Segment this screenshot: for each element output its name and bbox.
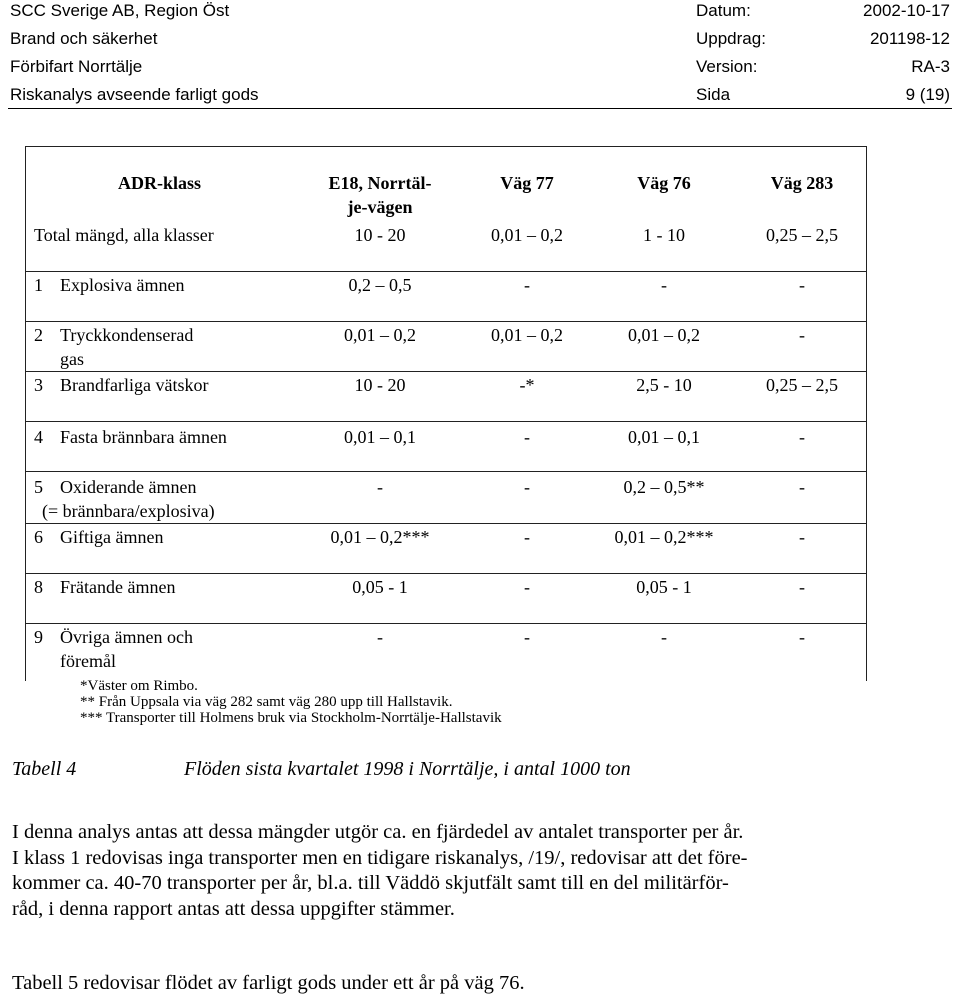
report-title: Riskanalys avseende farligt gods [10,85,259,104]
version-label: Version: [696,57,758,76]
col-header-vag76: Väg 76 [637,173,691,193]
header-divider [8,108,952,109]
cell-vag77: - [524,577,530,597]
body-line: I klass 1 redovisas inga transporter men en tidigare riskanalys, /19/, redovisar att det före- [12,846,748,869]
body-paragraph-2: Tabell 5 redovisar flödet av farligt gods under ett år på väg 76. [12,972,525,994]
class-row-1: 1 Explosiva ämnen [34,275,185,295]
caption-label: Tabell 4 [12,758,77,780]
cell-vag283: - [799,275,805,295]
row-divider [26,471,866,472]
col-header-adr: ADR-klass [118,173,202,193]
cell-e18: 10 - 20 [354,375,406,395]
total-row-label: Total mängd, alla klasser [34,225,214,245]
cell-vag283: - [799,627,805,647]
cell-e18: - [377,477,383,497]
footnote: ** Från Uppsala via väg 282 samt väg 280 upp till Hallstavik. [80,694,453,710]
table-caption [12,758,631,781]
assignment-value: 201198-12 [869,29,950,48]
cell-vag77: - [524,627,530,647]
cell-e18: 0,2 – 0,5 [348,275,412,295]
class-row-8: 8 Frätande ämnen [34,577,176,597]
cell-vag77: - [524,275,530,295]
cell-e18: - [377,627,383,647]
total-e18: 10 - 20 [354,225,406,245]
company-name: SCC Sverige AB, Region Öst [10,1,230,20]
table-footnotes [80,678,502,726]
body-line: råd, i denna rapport antas att dessa uppgifter stämmer. [12,897,455,920]
cell-vag76: 0,2 – 0,5** [623,477,705,497]
cell-vag76: 2,5 - 10 [636,375,692,395]
cell-vag283: - [799,577,805,597]
header-row-2 [0,29,960,53]
cell-vag283: - [799,427,805,447]
row-divider [26,623,866,624]
project-name: Förbifart Norrtälje [10,57,143,76]
cell-vag283: - [799,527,805,547]
footnote: *** Transporter till Holmens bruk via Stockholm-Norrtälje-Hallstavik [80,710,502,726]
class-row-5-line2: (= brännbara/explosiva) [42,501,215,521]
date-value: 2002-10-17 [863,1,950,20]
cell-vag76: 0,01 – 0,1 [628,427,700,447]
date-label: Datum: [696,1,751,20]
row-divider [26,271,866,272]
cell-vag77: - [524,427,530,447]
cell-vag76: 0,01 – 0,2*** [614,527,714,547]
cell-e18: 0,01 – 0,2*** [330,527,430,547]
cell-vag76: - [661,275,667,295]
footnote: *Väster om Rimbo. [80,678,198,694]
cell-vag77: - [524,477,530,497]
department-name: Brand och säkerhet [10,29,158,48]
row-divider [26,321,866,322]
row-divider [26,421,866,422]
col-header-vag77: Väg 77 [500,173,554,193]
total-vag283: 0,25 – 2,5 [766,225,838,245]
document-header [0,0,960,110]
col-header-e18: E18, Norrtäl- [328,173,432,193]
cell-vag283: - [799,325,805,345]
cell-vag76: - [661,627,667,647]
class-row-2: 2 Tryckkondenserad [34,325,194,345]
version-value: RA-3 [911,57,950,76]
body-paragraph [12,820,952,922]
cell-e18: 0,01 – 0,1 [344,427,416,447]
row-divider [26,371,866,372]
row-divider [26,573,866,574]
col-header-vag283: Väg 283 [770,173,834,193]
cell-vag76: 0,05 - 1 [636,577,692,597]
class-row-2-line2: gas [60,349,84,369]
flow-table-frame [25,146,867,681]
cell-vag77: -* [519,375,535,395]
class-row-5: 5 Oxiderande ämnen [34,477,197,497]
cell-vag76: 0,01 – 0,2 [628,325,700,345]
header-row-1 [0,1,960,25]
class-row-9-line2: föremål [60,651,116,671]
class-row-6: 6 Giftiga ämnen [34,527,164,547]
flow-table [26,147,866,681]
body-line: kommer ca. 40-70 transporter per år, bl.a. till Väddö skjutfält samt till en del militärför- [12,872,729,894]
cell-vag283: - [799,477,805,497]
page-label: Sida [696,85,731,104]
assignment-label: Uppdrag: [696,29,766,48]
cell-e18: 0,01 – 0,2 [344,325,416,345]
class-row-4: 4 Fasta brännbara ämnen [34,427,227,447]
page-number: 9 (19) [905,85,950,104]
total-vag77: 0,01 – 0,2 [491,225,563,245]
col-header-e18-line2: je-vägen [347,197,413,217]
row-divider [26,523,866,524]
cell-vag77: - [524,527,530,547]
cell-vag283: 0,25 – 2,5 [766,375,838,395]
header-row-3 [0,57,960,81]
total-vag76: 1 - 10 [643,225,685,245]
class-row-3: 3 Brandfarliga vätskor [34,375,209,395]
cell-e18: 0,05 - 1 [352,577,408,597]
class-row-9: 9 Övriga ämnen och [34,627,193,647]
body-line: I denna analys antas att dessa mängder utgör ca. en fjärdedel av antalet transporter per år. [12,821,744,843]
caption-title: Flöden sista kvartalet 1998 i Norrtälje, i antal 1000 ton [184,758,631,780]
cell-vag77: 0,01 – 0,2 [491,325,563,345]
header-row-4 [0,85,960,109]
